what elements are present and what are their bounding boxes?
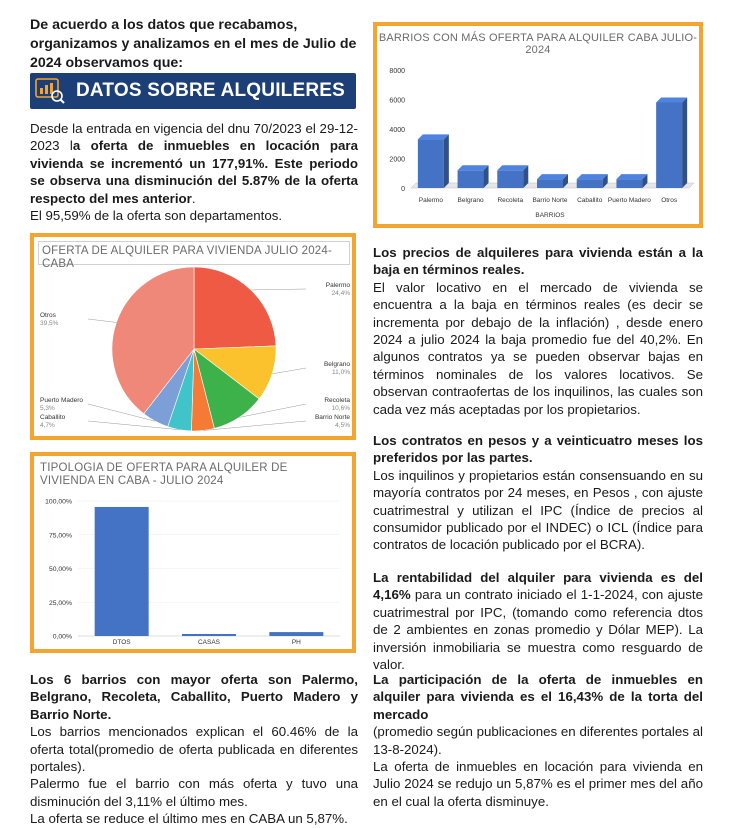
x-tick-label: Puerto Madero (607, 197, 651, 204)
tipologia-chart-title: TIPOLOGIA DE OFERTA PARA ALQUILER DE VIVIENDA EN CABA - JULIO 2024 (40, 462, 288, 487)
y-tick-label: 6000 (389, 97, 405, 105)
barrios-body: Los barrios mencionados explican el 60.46% de la oferta total(promedio de oferta publicada en diferentes portales). (30, 724, 358, 775)
y-tick-label: 0 (401, 186, 405, 193)
right-section (373, 244, 703, 418)
bar (418, 139, 444, 188)
section-body: para un contrato iniciado el 1-1-2024, con ajuste cuatrimestral por IPC, (tomando como referencia dtos de 2 ambientes en zonas promedio y Dólar MEP). La inversión inmobiliaria se muestra como resguardo de valor. (373, 587, 703, 673)
slice-label: Recoleta (324, 397, 350, 404)
x-tick-label: Palermo (418, 197, 443, 204)
slice-label: Palermo (325, 282, 350, 289)
slice-value: 4,5% (335, 422, 350, 429)
right-section (373, 569, 703, 673)
pie-chart (34, 237, 352, 436)
section-body: La oferta de inmuebles en locación para vivienda en Julio 2024 se redujo un 5,87% es el primer mes del año en el cual la oferta disminuye. (373, 759, 703, 809)
y-tick-label: 8000 (389, 68, 405, 75)
x-tick-label: Recoleta (497, 197, 524, 204)
bar-top (537, 174, 568, 179)
section-heading: La participación de la oferta de inmuebles en alquiler para vivienda es el 16,43% de la torta del mercado (373, 672, 703, 722)
x-tick-label: DTOS (112, 639, 131, 646)
bar (95, 507, 149, 636)
tipologia-chart (34, 456, 352, 649)
bar (577, 179, 603, 188)
slice-label: Otros (40, 312, 56, 319)
slice-value: 10,6% (331, 405, 350, 412)
bar (616, 179, 642, 188)
bar-top (497, 165, 528, 170)
bar (182, 634, 236, 636)
bar (269, 632, 323, 636)
x-tick-label: Otros (661, 197, 678, 204)
section-body: Los inquilinos y propietarios están consensuando en su mayoría contratos por 24 meses, en Pesos , con ajuste cuatrimestral y utilizan el IPC (Índice de precios al consumidor publicado por el INDEC) o ICL (Índice para contratos de locación publicado por el BCRA). (373, 467, 703, 553)
pie-chart-frame (30, 233, 356, 440)
bar (497, 170, 523, 188)
x-tick-label: Belgrano (457, 197, 484, 204)
y-tick-label: 25,00% (48, 599, 72, 607)
bar-top (577, 174, 608, 179)
leader-line (251, 289, 306, 290)
para-text: Desde la entrada en vigencia del dnu 70/2023 el 29-12-2023 l (30, 121, 358, 154)
y-tick-label: 2000 (389, 156, 405, 164)
right-section (373, 432, 703, 554)
section-heading: La rentabilidad del alquiler para vivienda es del 4,16% (373, 570, 703, 603)
bar-top (616, 174, 647, 179)
slice-label: Puerto Madero (40, 397, 83, 404)
y-tick-label: 0,00% (52, 633, 72, 641)
x-axis-label: BARRIOS (535, 212, 565, 219)
pie-chart-title: OFERTA DE ALQUILER PARA VIVIENDA JULIO 2024- CABA (42, 245, 333, 270)
section-body: (promedio según publicaciones en diferentes portales al 13-8-2024). (373, 724, 703, 757)
slice-label: Barrio Norte (314, 414, 350, 421)
slice-label: Caballito (40, 414, 66, 421)
bar-top (458, 165, 489, 170)
section-banner (30, 73, 356, 109)
pie-slice (194, 267, 276, 349)
bar-side (444, 134, 449, 188)
leader-line (88, 319, 116, 322)
para-bold: a oferta de inmuebles en locación para vivienda se incrementó un 177,91%. Este periodo se observa una disminución del 5.87% de la oferta respecto del mes anterior (30, 138, 358, 206)
intro-paragraph (30, 120, 358, 224)
para-text: El 95,59% de la oferta son departamentos. (30, 208, 283, 224)
section-body: El valor locativo en el mercado de vivienda se encuentra a la baja en términos reales (es decir se incrementa por debajo de la inflación) , desde enero 2024 a julio 2024 la baja promedio fue del 40,2%. En algunos contratos ya se pueden observar bajas en términos nominales de los valores locativos. Se observan contraofertas de los inquilinos, las cuales son cada vez más aceptadas por los propietarios. (373, 279, 703, 417)
y-tick-label: 4000 (389, 127, 405, 134)
bar-top (418, 134, 449, 139)
analytics-icon (34, 76, 66, 106)
section-heading: Los precios de alquileres para vivienda están a la baja en términos reales. (373, 245, 703, 278)
barrios-chart-title: BARRIOS CON MÁS OFERTA PARA ALQUILER CABA JULIO-2024 (378, 32, 698, 56)
y-tick-label: 75,00% (48, 532, 72, 540)
right-section (373, 671, 703, 810)
barrios-body: La oferta se reduce el último mes en CABA un 5,87%. (30, 811, 348, 827)
barrios-heading: Los 6 barrios con mayor oferta son Palermo, Belgrano, Recoleta, Caballito, Puerto Madero y Barrio Norte. (30, 672, 358, 722)
bar (537, 179, 563, 188)
section-heading: Los contratos en pesos y a veinticuatro meses los preferidos por las partes. (373, 433, 703, 466)
slice-value: 39,5% (40, 320, 59, 327)
x-tick-label: Caballito (577, 197, 603, 204)
barrios-chart-frame (373, 22, 703, 228)
x-tick-label: Barrio Norte (532, 197, 568, 204)
x-tick-label: PH (291, 639, 301, 646)
barrios-chart (377, 26, 699, 224)
bar (458, 170, 484, 188)
y-tick-label: 50,00% (48, 566, 72, 573)
barrios-body: Palermo fue el barrio con más oferta y tuvo una disminución del 3,11% el último mes. (30, 776, 358, 809)
tipologia-chart-frame (30, 452, 356, 653)
slice-value: 4,7% (40, 422, 55, 429)
bar (656, 102, 682, 188)
slice-value: 5,3% (40, 405, 55, 412)
banner-title: DATOS SOBRE ALQUILERES (76, 80, 346, 101)
intro-text: De acuerdo a los datos que recabamos, organizamos y analizamos en el mes de Julio de 2024 observamos que: (30, 17, 357, 71)
barrios-paragraph (30, 671, 358, 828)
slice-label: Belgrano (323, 361, 350, 368)
bar-side (682, 97, 687, 188)
bar-top (656, 97, 687, 102)
leader-line (272, 368, 306, 374)
y-tick-label: 100,00% (45, 498, 72, 506)
slice-value: 24,4% (331, 290, 350, 297)
slice-value: 11,0% (332, 369, 350, 376)
x-tick-label: CASAS (197, 639, 221, 646)
para-text: . (191, 190, 196, 206)
